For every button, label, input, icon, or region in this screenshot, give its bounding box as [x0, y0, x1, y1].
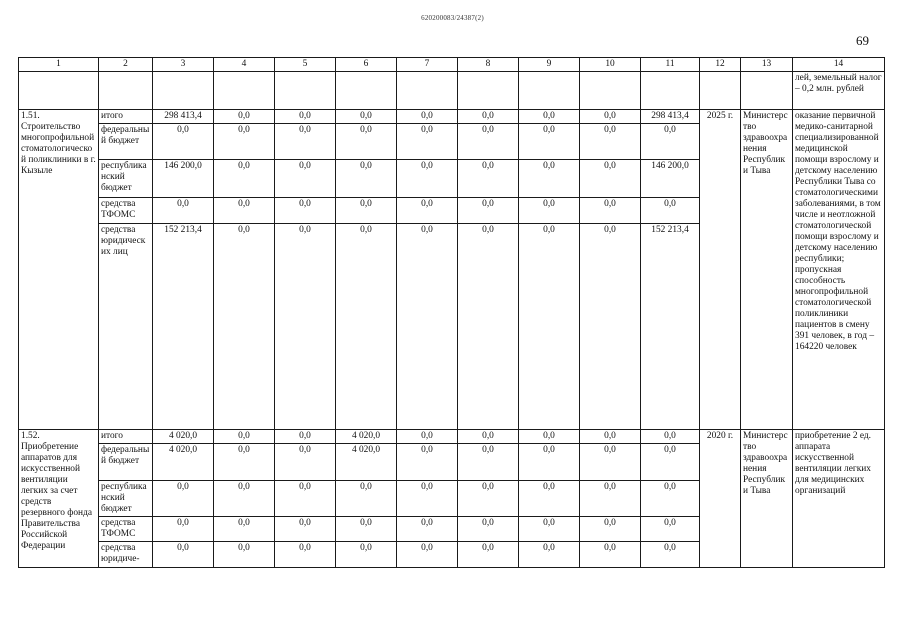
value-cell: 0,0: [519, 160, 580, 198]
column-number: 8: [458, 58, 519, 72]
value-cell: 0,0: [458, 481, 519, 517]
item-name: 1.52. Приобретение аппаратов для искусственной вентиляции легких за счет средств резервного фонда Правительства Российской Федерации: [19, 430, 99, 568]
value-cell: 0,0: [275, 430, 336, 444]
value-cell: 0,0: [275, 224, 336, 430]
table-row: [19, 110, 885, 124]
column-number: 2: [99, 58, 153, 72]
value-cell: 146 200,0: [641, 160, 700, 198]
funding-source: федеральный бюджет: [99, 124, 153, 160]
value-cell: 146 200,0: [153, 160, 214, 198]
value-cell: 0,0: [153, 198, 214, 224]
value-cell: 0,0: [397, 517, 458, 542]
item-name: 1.51. Строительство многопрофильной стоматологической поликлиники в г. Кызыле: [19, 110, 99, 430]
value-cell: 152 213,4: [641, 224, 700, 430]
value-cell: 0,0: [336, 160, 397, 198]
value-cell: 0,0: [641, 517, 700, 542]
value-cell: 0,0: [153, 542, 214, 568]
value-cell: 0,0: [580, 124, 641, 160]
value-cell: 0,0: [458, 198, 519, 224]
empty-cell: [519, 72, 580, 110]
value-cell: 0,0: [519, 481, 580, 517]
value-cell: 0,0: [214, 110, 275, 124]
document-id: 620200083/24387(2): [421, 14, 484, 22]
empty-cell: [458, 72, 519, 110]
column-number: 10: [580, 58, 641, 72]
value-cell: 4 020,0: [336, 444, 397, 481]
value-cell: 0,0: [458, 110, 519, 124]
carry-over-result: лей, земельный налог – 0,2 млн. рублей: [793, 72, 885, 110]
value-cell: 0,0: [641, 444, 700, 481]
value-cell: 0,0: [458, 542, 519, 568]
value-cell: 298 413,4: [153, 110, 214, 124]
empty-cell: [19, 72, 99, 110]
column-number: 14: [793, 58, 885, 72]
value-cell: 0,0: [336, 198, 397, 224]
value-cell: 0,0: [397, 124, 458, 160]
value-cell: 0,0: [336, 517, 397, 542]
value-cell: 0,0: [336, 481, 397, 517]
expected-result: оказание первичной медико-санитарной специализированной медицинской помощи взрослому и детскому населению Республики Тыва со стоматологическими заболеваниями, в том числе и неотложной стоматологической помощи взрослому и детскому населению республики; пропускная способность многопрофильной стоматологической поликлиники пациентов в смену 391 человек, в год – 164220 человек: [793, 110, 885, 430]
value-cell: 0,0: [336, 542, 397, 568]
column-number: 3: [153, 58, 214, 72]
column-number: 7: [397, 58, 458, 72]
value-cell: 0,0: [458, 224, 519, 430]
expected-result: приобретение 2 ед. аппарата искусственной вентиляции легких для медицинских организаций: [793, 430, 885, 568]
value-cell: 0,0: [580, 444, 641, 481]
value-cell: 0,0: [153, 517, 214, 542]
empty-cell: [580, 72, 641, 110]
responsible-org: Министерство здравоохранения Республики Тыва: [741, 110, 793, 430]
empty-cell: [397, 72, 458, 110]
value-cell: 0,0: [275, 110, 336, 124]
value-cell: 0,0: [397, 444, 458, 481]
value-cell: 152 213,4: [153, 224, 214, 430]
value-cell: 0,0: [580, 110, 641, 124]
empty-cell: [641, 72, 700, 110]
value-cell: 0,0: [641, 198, 700, 224]
value-cell: 0,0: [641, 542, 700, 568]
budget-table: [18, 57, 885, 568]
value-cell: 0,0: [214, 430, 275, 444]
value-cell: 0,0: [275, 542, 336, 568]
value-cell: 0,0: [519, 542, 580, 568]
column-number: 11: [641, 58, 700, 72]
column-number: 9: [519, 58, 580, 72]
value-cell: 0,0: [580, 160, 641, 198]
funding-source: республиканский бюджет: [99, 160, 153, 198]
value-cell: 0,0: [214, 124, 275, 160]
funding-source: итого: [99, 110, 153, 124]
value-cell: 0,0: [397, 542, 458, 568]
value-cell: 0,0: [519, 444, 580, 481]
value-cell: 0,0: [580, 198, 641, 224]
funding-source: итого: [99, 430, 153, 444]
value-cell: 0,0: [397, 430, 458, 444]
value-cell: 0,0: [397, 224, 458, 430]
value-cell: 0,0: [580, 481, 641, 517]
value-cell: 4 020,0: [153, 444, 214, 481]
value-cell: 0,0: [397, 198, 458, 224]
value-cell: 0,0: [214, 517, 275, 542]
empty-cell: [700, 72, 741, 110]
value-cell: 0,0: [214, 481, 275, 517]
value-cell: 4 020,0: [336, 430, 397, 444]
completion-year: 2020 г.: [700, 430, 741, 568]
value-cell: 0,0: [275, 124, 336, 160]
column-number: 6: [336, 58, 397, 72]
funding-source: федеральный бюджет: [99, 444, 153, 481]
empty-cell: [741, 72, 793, 110]
value-cell: 0,0: [397, 110, 458, 124]
value-cell: 0,0: [153, 481, 214, 517]
value-cell: 0,0: [519, 124, 580, 160]
value-cell: 0,0: [458, 160, 519, 198]
value-cell: 0,0: [275, 198, 336, 224]
funding-source: средства юридических лиц: [99, 224, 153, 430]
funding-source: средства ТФОМС: [99, 198, 153, 224]
column-number-row: [19, 58, 885, 72]
value-cell: 0,0: [336, 110, 397, 124]
value-cell: 0,0: [336, 224, 397, 430]
column-number: 12: [700, 58, 741, 72]
value-cell: 4 020,0: [153, 430, 214, 444]
value-cell: 0,0: [153, 124, 214, 160]
value-cell: 0,0: [580, 430, 641, 444]
value-cell: 0,0: [214, 542, 275, 568]
value-cell: 0,0: [275, 481, 336, 517]
carry-over-row: [19, 72, 885, 110]
value-cell: 0,0: [214, 160, 275, 198]
value-cell: 0,0: [275, 160, 336, 198]
responsible-org: Министерство здравоохранения Республики Тыва: [741, 430, 793, 568]
value-cell: 0,0: [519, 517, 580, 542]
value-cell: 0,0: [580, 542, 641, 568]
value-cell: 0,0: [641, 430, 700, 444]
empty-cell: [99, 72, 153, 110]
value-cell: 0,0: [641, 481, 700, 517]
value-cell: 0,0: [580, 517, 641, 542]
column-number: 4: [214, 58, 275, 72]
value-cell: 0,0: [641, 124, 700, 160]
empty-cell: [153, 72, 214, 110]
value-cell: 0,0: [519, 430, 580, 444]
funding-source: средства юридиче-: [99, 542, 153, 568]
completion-year: 2025 г.: [700, 110, 741, 430]
value-cell: 0,0: [336, 124, 397, 160]
table-row: [19, 430, 885, 444]
value-cell: 298 413,4: [641, 110, 700, 124]
value-cell: 0,0: [214, 198, 275, 224]
funding-source: средства ТФОМС: [99, 517, 153, 542]
value-cell: 0,0: [458, 430, 519, 444]
value-cell: 0,0: [458, 444, 519, 481]
column-number: 1: [19, 58, 99, 72]
value-cell: 0,0: [214, 444, 275, 481]
value-cell: 0,0: [519, 110, 580, 124]
column-number: 5: [275, 58, 336, 72]
value-cell: 0,0: [275, 444, 336, 481]
value-cell: 0,0: [519, 198, 580, 224]
value-cell: 0,0: [275, 517, 336, 542]
value-cell: 0,0: [397, 481, 458, 517]
value-cell: 0,0: [519, 224, 580, 430]
empty-cell: [275, 72, 336, 110]
empty-cell: [336, 72, 397, 110]
value-cell: 0,0: [458, 517, 519, 542]
value-cell: 0,0: [397, 160, 458, 198]
value-cell: 0,0: [458, 124, 519, 160]
page-number: 69: [856, 33, 869, 48]
funding-source: республиканский бюджет: [99, 481, 153, 517]
value-cell: 0,0: [214, 224, 275, 430]
column-number: 13: [741, 58, 793, 72]
value-cell: 0,0: [580, 224, 641, 430]
empty-cell: [214, 72, 275, 110]
